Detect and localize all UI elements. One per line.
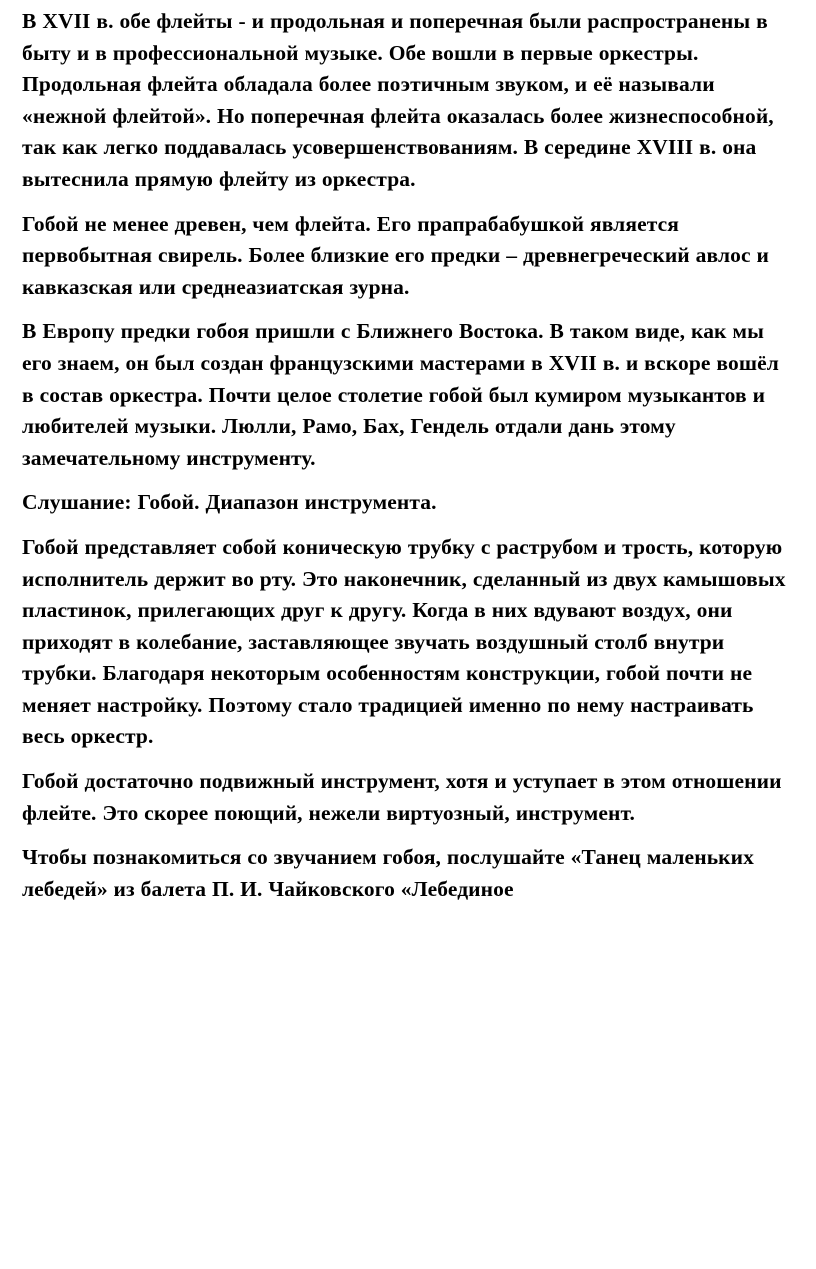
paragraph: Гобой представляет собой коническую трубку с раструбом и трость, которую исполнитель держит во рту. Это наконечник, сделанный из двух камышовых пластинок, прилегающих друг к другу. Когда в них вдувают воздух, они приходят в колебание, заставляющее звучать воздушный столб внутри трубки. Благодаря некоторым особенностям конструкции, гобой почти не меняет настройку. Поэтому стало традицией именно по нему настраивать весь оркестр.: [22, 534, 786, 749]
paragraph: В XVII в. обе флейты - и продольная и поперечная были распространены в быту и в профессиональной музыке. Обе вошли в первые оркестры. Продольная флейта обладала более поэтичным звуком, и её называли «нежной флейтой». Но поперечная флейта оказалась более жизнеспособной, так как легко поддавалась усовершенствованиям. В середине XVIII в. она вытеснила прямую флейту из оркестра.: [22, 9, 774, 191]
paragraph: Гобой не менее древен, чем флейта. Его прапрабабушкой является первобытная свирель. Более близкие его предки – древнегреческий авлос и кавказская или среднеазиатская зурна.: [22, 211, 769, 299]
paragraph: В Европу предки гобоя пришли с Ближнего Востока. В таком виде, как мы его знаем, он был создан французскими мастерами в XVII в. и вскоре вошёл в состав оркестра. Почти целое столетие гобой был кумиром музыкантов и любителей музыки. Люлли, Рамо, Бах, Гендель отдали дань этому замечательному инструменту.: [22, 319, 779, 470]
paragraph: Слушание: Гобой. Диапазон инструмента.: [22, 490, 437, 515]
paragraph: Гобой достаточно подвижный инструмент, хотя и уступает в этом отношении флейте. Это скорее поющий, нежели виртуозный, инструмент.: [22, 769, 782, 825]
paragraph: Чтобы познакомиться со звучанием гобоя, послушайте «Танец маленьких лебедей» из балета П. И. Чайковского «Лебединое: [22, 845, 754, 901]
